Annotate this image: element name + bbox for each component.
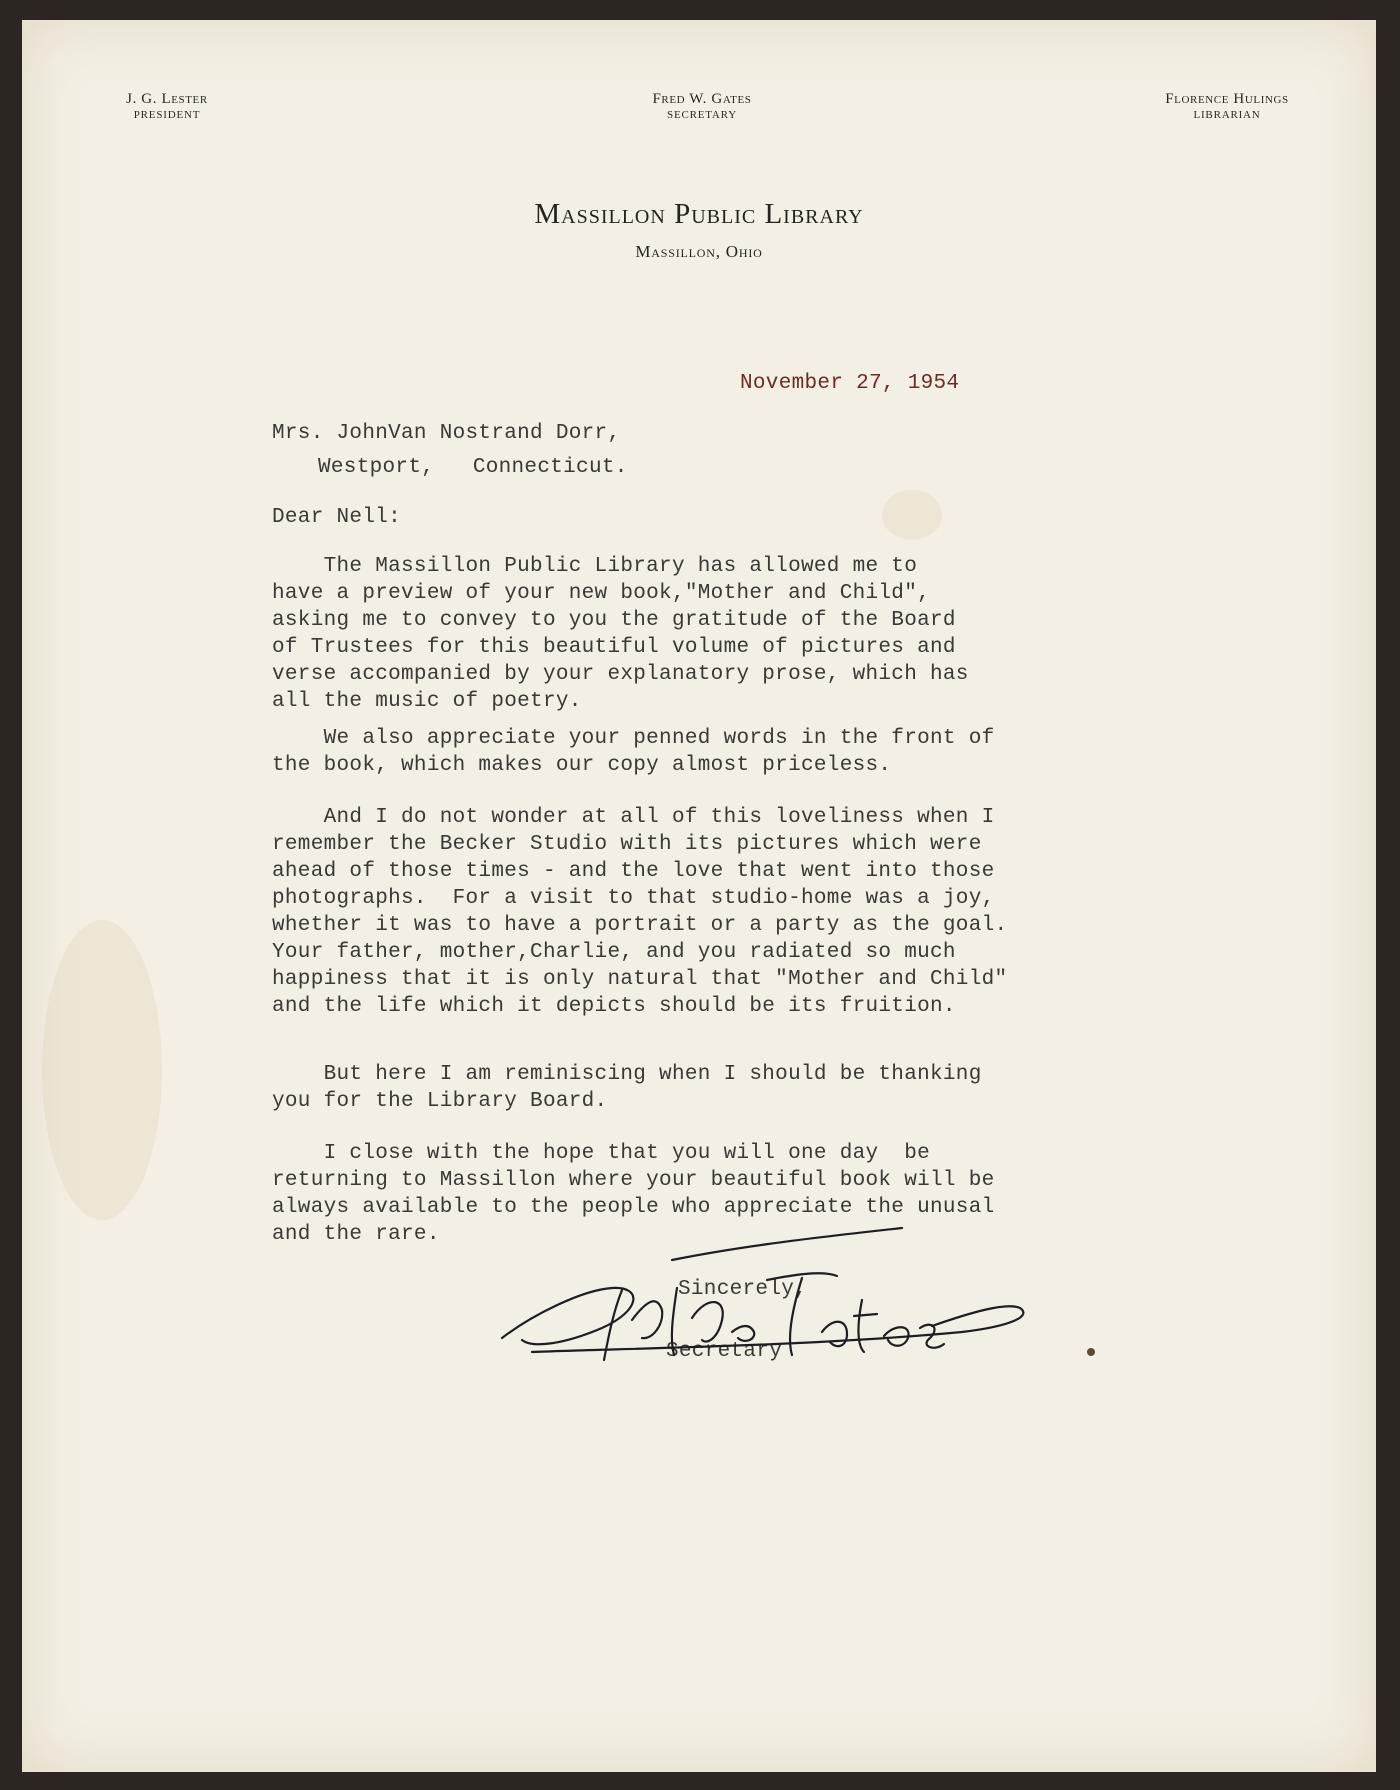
- recipient-location: Westport, Connecticut.: [318, 456, 628, 479]
- ink-spot: [1087, 1348, 1095, 1356]
- recipient-name: Mrs. JohnVan Nostrand Dorr,: [272, 422, 621, 445]
- officer-name: Florence Hulings: [1165, 91, 1289, 107]
- body-paragraph-2: We also appreciate your penned words in the front of the book, which makes our copy almost priceless.: [272, 727, 995, 777]
- officer-secretary: [602, 90, 802, 123]
- body-paragraph-4: But here I am reminiscing when I should be thanking you for the Library Board.: [272, 1063, 982, 1113]
- officer-name: Fred W. Gates: [652, 91, 752, 107]
- library-name: Massillon Public Library: [534, 198, 864, 230]
- paper-stain: [42, 920, 162, 1220]
- body-paragraph-5: I close with the hope that you will one day be returning to Massillon where your beautiful book will be always available to the people who appreciate the unusal and the rare.: [272, 1142, 995, 1246]
- body-paragraph-1: The Massillon Public Library has allowed me to have a preview of your new book,"Mother and Child", asking me to convey to you the gratitude of the Board of Trustees for this beautiful volume of pictures and verse accompanied by your explanatory prose, which has all the music of poetry.: [272, 555, 969, 713]
- paper-stain: [882, 490, 942, 540]
- letter-sheet: [22, 20, 1376, 1772]
- officer-name: J. G. Lester: [126, 91, 208, 107]
- officer-librarian: [1132, 90, 1322, 123]
- signer-title: Secretary: [666, 1340, 783, 1363]
- letter-date: November 27, 1954: [740, 372, 960, 395]
- officer-role: LIBRARIAN: [1193, 108, 1261, 121]
- officer-president: [82, 90, 252, 123]
- handwritten-signature: [492, 1220, 1052, 1400]
- officer-role: SECRETARY: [667, 108, 737, 121]
- closing: Sincerely,: [678, 1278, 808, 1301]
- library-city: Massillon, Ohio: [635, 242, 763, 261]
- officer-role: PRESIDENT: [133, 108, 201, 121]
- body-paragraph-3: And I do not wonder at all of this loveliness when I remember the Becker Studio with its pictures which were ahead of those times - and the love that went into those photographs. For a visit to that studio-home was a joy, whether it was to have a portrait or a party as the goal. Your father, mother,Charlie, and you radiated so much happiness that it is only natural that "Mother and Child" and the life which it depicts should be its fruition.: [272, 806, 1008, 1018]
- salutation: Dear Nell:: [272, 506, 402, 529]
